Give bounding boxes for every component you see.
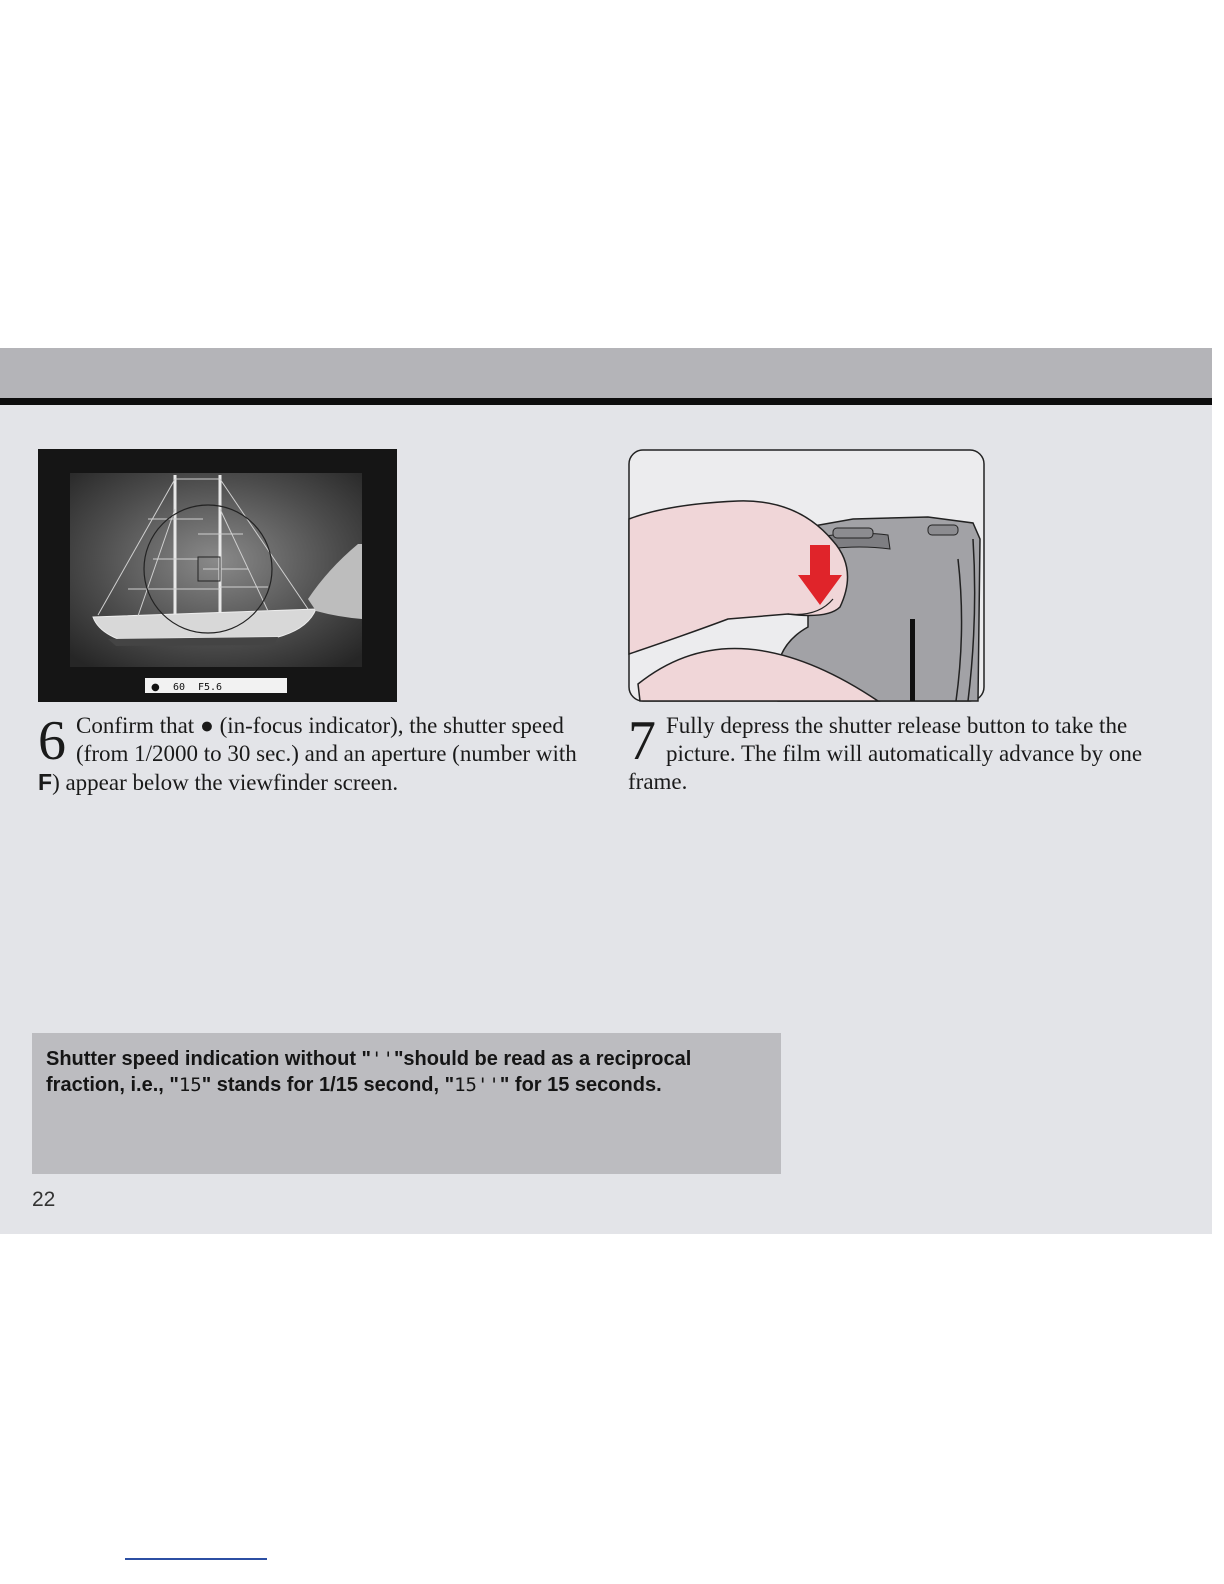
note-text: [46, 1046, 766, 1098]
seconds-symbol: '': [371, 1048, 394, 1070]
readout-dot: ●: [151, 682, 160, 693]
note-part-4: " for 15 seconds.: [499, 1074, 662, 1096]
readout-shutter: 60: [173, 682, 186, 693]
step-number: 7: [628, 710, 656, 772]
shutter-release-illustration: [628, 449, 986, 703]
readout-aperture: F5.6: [198, 682, 223, 693]
footer-rule: [125, 1558, 267, 1560]
step-7-text: Fully depress the shutter release button to take the picture. The film will automatically advance by one frame.: [628, 713, 1143, 794]
aperture-letter: F: [38, 769, 53, 795]
note-part-3: " stands for 1/15 second, ": [201, 1074, 455, 1096]
header-rule: [0, 398, 1212, 405]
in-focus-dot-icon: ●: [199, 713, 214, 738]
note-part-1: Shutter speed indication without ": [46, 1048, 372, 1070]
header-band: [0, 348, 1212, 398]
step-6-text-1: Confirm that: [76, 713, 200, 738]
step-6-text-2: (in-focus indicator), the shutter speed (from 1/2000 to 30 sec.) and an aperture (number with: [76, 713, 577, 766]
note-part-2: "should be read as a reciprocal fraction, i.e., ": [46, 1048, 692, 1096]
readout-example-2: 15'': [454, 1074, 500, 1096]
page-number: 22: [32, 1188, 56, 1211]
step-7-instruction: [628, 712, 1173, 796]
step-6-text-3: ) appear below the viewfinder screen.: [52, 770, 399, 795]
manual-page: [0, 348, 1212, 1234]
note-box: [32, 1033, 781, 1174]
readout-example-1: 15: [178, 1074, 202, 1096]
step-number: 6: [38, 710, 66, 772]
viewfinder-image: [38, 449, 397, 702]
step-6-instruction: [38, 712, 583, 797]
